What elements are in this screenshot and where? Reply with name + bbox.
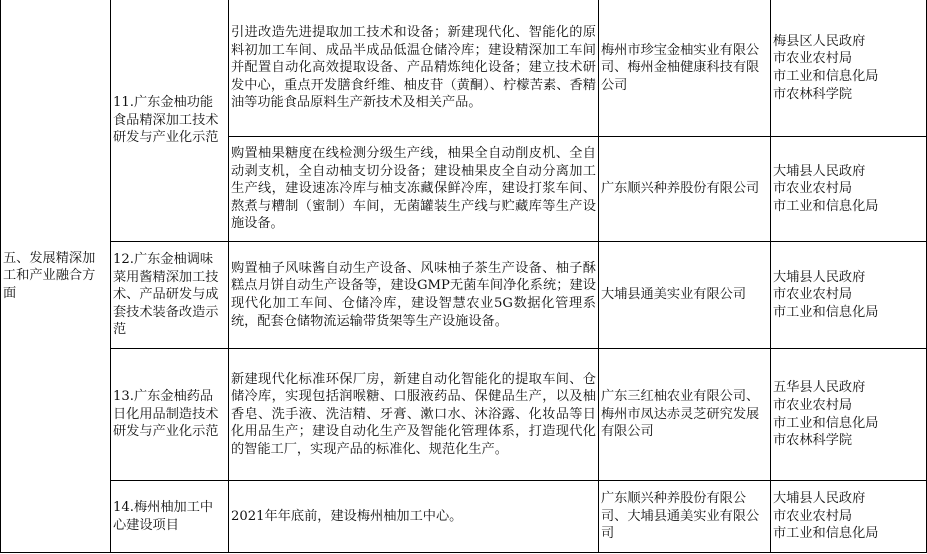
project-name-cell: 11.广东金柚功能食品精深加工技术研发与产业化示范 <box>111 0 229 242</box>
content-cell: 2021年年底前，建设梅州柚加工中心。 <box>229 481 599 553</box>
table-row <box>1 349 927 481</box>
company-cell: 广东顺兴种养股份有限公司、大埔县通美实业有限公司 <box>599 481 771 553</box>
category-cell: 五、发展精深加工和产业融合方面 <box>1 0 111 553</box>
project-name-cell: 13.广东金柚药品日化用品制造技术研发与产业化示范 <box>111 349 229 481</box>
company-cell: 大埔县通美实业有限公司 <box>599 242 771 349</box>
content-cell: 新建现代化标准环保厂房，新建自动化智能化的提取车间、仓储冷库，实现包括润喉糖、口服液药品、保健品生产，以及柚香皂、洗手液、洗洁精、牙膏、漱口水、沐浴露、化妆品等日化用品生产；建设自动化生产及智能化管理体系，打造现代化的智能工厂，实现产品的标准化、规范化生产。 <box>229 349 599 481</box>
project-name-cell: 12.广东金柚调味菜用酱精深加工技术、产品研发与成套技术装备改造示范 <box>111 242 229 349</box>
government-cell: 大埔县人民政府 市农业农村局 市工业和信息化局 <box>771 242 927 349</box>
government-cell: 梅县区人民政府 市农业农村局 市工业和信息化局 市农林科学院 <box>771 0 927 137</box>
table-row <box>1 242 927 349</box>
company-cell: 广东顺兴种养股份有限公司 <box>599 137 771 242</box>
table-row <box>1 481 927 553</box>
company-cell: 梅州市珍宝金柚实业有限公司、梅州金柚健康科技有限公司 <box>599 0 771 137</box>
table-row <box>1 0 927 137</box>
project-name-cell: 14.梅州柚加工中心建设项目 <box>111 481 229 553</box>
company-cell: 广东三红柚农业有限公司、梅州市凤达赤灵芝研究发展有限公司 <box>599 349 771 481</box>
content-cell: 购置柚子风味酱自动生产设备、风味柚子茶生产设备、柚子酥糕点月饼自动生产设备等，建设GMP无菌车间净化系统；建设现代化加工车间、仓储冷库，建设智慧农业5G数据化管理系统，配套仓储物流运输带货架等生产设施设备。 <box>229 242 599 349</box>
content-cell: 引进改造先进提取加工技术和设备；新建现代化、智能化的原料初加工车间、成品半成品低温仓储冷库；建设精深加工车间并配置自动化高效提取设备、产品精炼纯化设备；建立技术研发中心，重点开发膳食纤维、柚皮苷（黄酮）、柠檬苦素、香精油等功能食品原料生产新技术及相关产品。 <box>229 0 599 137</box>
government-cell: 大埔县人民政府 市农业农村局 市工业和信息化局 <box>771 481 927 553</box>
government-cell: 大埔县人民政府 市农业农村局 市工业和信息化局 <box>771 137 927 242</box>
content-cell: 购置柚果糖度在线检测分级生产线，柚果全自动削皮机、全自动剥支机，全自动柚支切分设备；建设柚果皮全自动分离加工生产线，建设速冻冷库与柚支冻藏保鲜冷库，建设打浆车间、熬煮与糟制（蜜制）车间，无菌罐装生产线与贮藏库等生产设施设备。 <box>229 137 599 242</box>
government-cell: 五华县人民政府 市农业农村局 市工业和信息化局 市农林科学院 <box>771 349 927 481</box>
